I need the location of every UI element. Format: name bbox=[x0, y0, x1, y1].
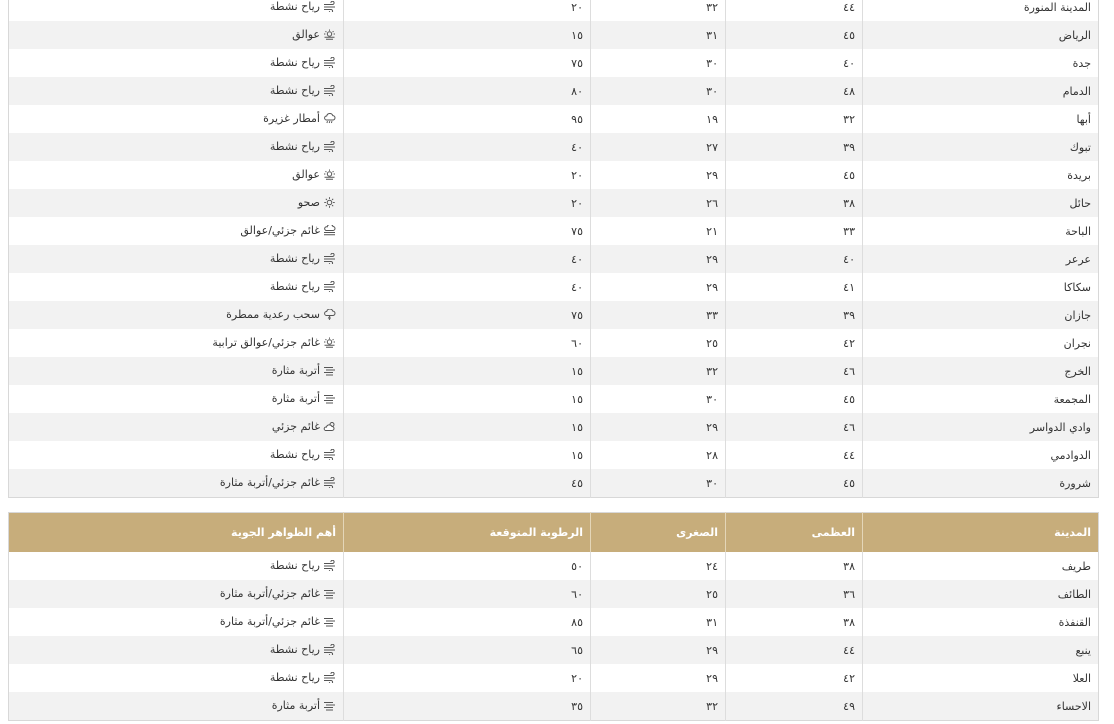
table-row bbox=[9, 413, 1099, 441]
rain-icon bbox=[323, 113, 336, 124]
phenomenon-label: رياح نشطة bbox=[269, 447, 320, 461]
phenomenon-label: غائم جزئي/أتربة مثارة bbox=[219, 475, 320, 489]
min-temp-cell: ٣٠ bbox=[591, 77, 726, 105]
weather-table-2-container bbox=[8, 512, 1098, 721]
wind-icon bbox=[323, 560, 336, 571]
column-header-phenomenon: أهم الظواهر الجوية bbox=[9, 513, 344, 553]
phenomenon-label: رياح نشطة bbox=[269, 251, 320, 265]
phenomenon bbox=[270, 84, 336, 97]
haze-icon bbox=[323, 337, 336, 348]
phenomenon-cell bbox=[9, 692, 344, 721]
phenomenon-label: غائم جزئي bbox=[271, 419, 320, 433]
phenomenon bbox=[270, 280, 336, 293]
max-temp-cell: ٤٤ bbox=[726, 636, 863, 664]
city-cell: المدينة المنورة bbox=[863, 0, 1099, 21]
city-cell: الدوادمي bbox=[863, 441, 1099, 469]
city-cell: عرعر bbox=[863, 245, 1099, 273]
phenomenon-cell bbox=[9, 580, 344, 608]
max-temp-cell: ٤٩ bbox=[726, 692, 863, 721]
min-temp-cell: ٣١ bbox=[591, 608, 726, 636]
phenomenon bbox=[270, 643, 336, 656]
city-cell: شرورة bbox=[863, 469, 1099, 498]
humidity-cell: ٨٠ bbox=[344, 77, 591, 105]
min-temp-cell: ٢٥ bbox=[591, 329, 726, 357]
humidity-cell: ٦٥ bbox=[344, 636, 591, 664]
table-row bbox=[9, 21, 1099, 49]
partly-cloudy-icon bbox=[323, 421, 336, 432]
phenomenon-cell bbox=[9, 133, 344, 161]
phenomenon bbox=[270, 0, 336, 13]
phenomenon-cell bbox=[9, 301, 344, 329]
column-header-min: الصغرى bbox=[591, 513, 726, 553]
humidity-cell: ٩٥ bbox=[344, 105, 591, 133]
min-temp-cell: ٣٠ bbox=[591, 49, 726, 77]
phenomenon-cell bbox=[9, 189, 344, 217]
city-cell: الخرج bbox=[863, 357, 1099, 385]
phenomenon-label: رياح نشطة bbox=[269, 83, 320, 97]
phenomenon-label: غائم جزئي/أتربة مثارة bbox=[219, 614, 320, 628]
max-temp-cell: ٣٩ bbox=[726, 301, 863, 329]
wind-icon bbox=[323, 449, 336, 460]
phenomenon bbox=[240, 224, 336, 237]
phenomenon-cell bbox=[9, 217, 344, 245]
city-cell: ينبع bbox=[863, 636, 1099, 664]
wind-icon bbox=[323, 477, 336, 488]
phenomenon-label: أتربة مثارة bbox=[271, 698, 320, 712]
humidity-cell: ١٥ bbox=[344, 441, 591, 469]
phenomenon-cell bbox=[9, 664, 344, 692]
phenomenon-label: رياح نشطة bbox=[269, 670, 320, 684]
min-temp-cell: ٣٢ bbox=[591, 0, 726, 21]
min-temp-cell: ٢٩ bbox=[591, 273, 726, 301]
phenomenon bbox=[220, 615, 336, 628]
table-row bbox=[9, 189, 1099, 217]
table-row bbox=[9, 385, 1099, 413]
phenomenon-cell bbox=[9, 357, 344, 385]
dust-icon bbox=[323, 588, 336, 599]
city-cell: الرياض bbox=[863, 21, 1099, 49]
phenomenon bbox=[272, 392, 336, 405]
phenomenon bbox=[220, 587, 336, 600]
weather-table-2-header bbox=[9, 513, 1099, 553]
min-temp-cell: ٢٩ bbox=[591, 413, 726, 441]
phenomenon-label: رياح نشطة bbox=[269, 139, 320, 153]
phenomenon-label: سحب رعدية ممطرة bbox=[226, 307, 320, 321]
table-row bbox=[9, 245, 1099, 273]
phenomenon-cell bbox=[9, 469, 344, 498]
city-cell: جدة bbox=[863, 49, 1099, 77]
humidity-cell: ١٥ bbox=[344, 413, 591, 441]
max-temp-cell: ٣٨ bbox=[726, 608, 863, 636]
min-temp-cell: ٢٩ bbox=[591, 245, 726, 273]
phenomenon-label: رياح نشطة bbox=[269, 642, 320, 656]
humidity-cell: ٧٥ bbox=[344, 217, 591, 245]
max-temp-cell: ٤٥ bbox=[726, 469, 863, 498]
humidity-cell: ٤٥ bbox=[344, 469, 591, 498]
humidity-cell: ١٥ bbox=[344, 385, 591, 413]
phenomenon-cell bbox=[9, 329, 344, 357]
phenomenon bbox=[272, 699, 336, 712]
max-temp-cell: ٤٤ bbox=[726, 441, 863, 469]
max-temp-cell: ٣٦ bbox=[726, 580, 863, 608]
humidity-cell: ٨٥ bbox=[344, 608, 591, 636]
phenomenon-cell bbox=[9, 77, 344, 105]
max-temp-cell: ٤٥ bbox=[726, 385, 863, 413]
min-temp-cell: ٢٩ bbox=[591, 161, 726, 189]
phenomenon bbox=[220, 476, 336, 489]
wind-icon bbox=[323, 253, 336, 264]
max-temp-cell: ٣٢ bbox=[726, 105, 863, 133]
weather-table-1 bbox=[8, 0, 1099, 498]
phenomenon-cell bbox=[9, 385, 344, 413]
thunderstorm-icon bbox=[323, 309, 336, 320]
max-temp-cell: ٤٤ bbox=[726, 0, 863, 21]
haze-icon bbox=[323, 29, 336, 40]
city-cell: القنفذة bbox=[863, 608, 1099, 636]
phenomenon bbox=[270, 671, 336, 684]
min-temp-cell: ٣٢ bbox=[591, 692, 726, 721]
city-cell: وادي الدواسر bbox=[863, 413, 1099, 441]
phenomenon bbox=[270, 140, 336, 153]
phenomenon bbox=[292, 28, 336, 41]
wind-icon bbox=[323, 57, 336, 68]
wind-icon bbox=[323, 672, 336, 683]
table-row bbox=[9, 469, 1099, 498]
min-temp-cell: ٣٠ bbox=[591, 385, 726, 413]
phenomenon-label: عوالق bbox=[292, 27, 320, 41]
cloud-haze-icon bbox=[323, 225, 336, 236]
phenomenon-label: صحو bbox=[297, 195, 320, 209]
city-cell: نجران bbox=[863, 329, 1099, 357]
min-temp-cell: ٢٧ bbox=[591, 133, 726, 161]
max-temp-cell: ٤٥ bbox=[726, 161, 863, 189]
phenomenon-label: أمطار غزيرة bbox=[263, 111, 320, 125]
table-row bbox=[9, 301, 1099, 329]
min-temp-cell: ٣٠ bbox=[591, 469, 726, 498]
phenomenon bbox=[298, 196, 336, 209]
table-row bbox=[9, 49, 1099, 77]
city-cell: العلا bbox=[863, 664, 1099, 692]
max-temp-cell: ٤٢ bbox=[726, 329, 863, 357]
column-header-max: العظمى bbox=[726, 513, 863, 553]
table-row bbox=[9, 217, 1099, 245]
city-cell: أبها bbox=[863, 105, 1099, 133]
city-cell: الاحساء bbox=[863, 692, 1099, 721]
max-temp-cell: ٤٨ bbox=[726, 77, 863, 105]
humidity-cell: ٧٥ bbox=[344, 49, 591, 77]
phenomenon-cell bbox=[9, 636, 344, 664]
min-temp-cell: ٢١ bbox=[591, 217, 726, 245]
table-row bbox=[9, 0, 1099, 21]
phenomenon-cell bbox=[9, 413, 344, 441]
city-cell: تبوك bbox=[863, 133, 1099, 161]
weather-table-1-container bbox=[8, 0, 1098, 498]
phenomenon-cell bbox=[9, 49, 344, 77]
phenomenon-label: أتربة مثارة bbox=[271, 391, 320, 405]
table-row bbox=[9, 608, 1099, 636]
sun-icon bbox=[323, 197, 336, 208]
table-row bbox=[9, 664, 1099, 692]
max-temp-cell: ٤٠ bbox=[726, 245, 863, 273]
max-temp-cell: ٤٦ bbox=[726, 357, 863, 385]
wind-icon bbox=[323, 141, 336, 152]
humidity-cell: ٢٠ bbox=[344, 189, 591, 217]
table-row bbox=[9, 636, 1099, 664]
humidity-cell: ٤٠ bbox=[344, 133, 591, 161]
humidity-cell: ٢٠ bbox=[344, 0, 591, 21]
wind-icon bbox=[323, 1, 336, 12]
phenomenon bbox=[272, 364, 336, 377]
humidity-cell: ٤٠ bbox=[344, 273, 591, 301]
humidity-cell: ١٥ bbox=[344, 357, 591, 385]
dust-icon bbox=[323, 393, 336, 404]
humidity-cell: ٤٠ bbox=[344, 245, 591, 273]
max-temp-cell: ٤٥ bbox=[726, 21, 863, 49]
haze-icon bbox=[323, 169, 336, 180]
city-cell: الطائف bbox=[863, 580, 1099, 608]
phenomenon bbox=[270, 559, 336, 572]
phenomenon-cell bbox=[9, 552, 344, 580]
humidity-cell: ٦٠ bbox=[344, 329, 591, 357]
humidity-cell: ٦٠ bbox=[344, 580, 591, 608]
min-temp-cell: ٢٤ bbox=[591, 552, 726, 580]
humidity-cell: ١٥ bbox=[344, 21, 591, 49]
max-temp-cell: ٤٦ bbox=[726, 413, 863, 441]
phenomenon bbox=[226, 308, 336, 321]
min-temp-cell: ٢٩ bbox=[591, 636, 726, 664]
phenomenon-label: غائم جزئي/عوالق bbox=[240, 223, 320, 237]
min-temp-cell: ٢٦ bbox=[591, 189, 726, 217]
phenomenon bbox=[270, 448, 336, 461]
humidity-cell: ٧٥ bbox=[344, 301, 591, 329]
phenomenon-cell bbox=[9, 0, 344, 21]
phenomenon bbox=[270, 252, 336, 265]
phenomenon-label: أتربة مثارة bbox=[271, 363, 320, 377]
phenomenon-cell bbox=[9, 273, 344, 301]
phenomenon bbox=[212, 336, 336, 349]
phenomenon-cell bbox=[9, 21, 344, 49]
phenomenon bbox=[270, 56, 336, 69]
min-temp-cell: ٣٣ bbox=[591, 301, 726, 329]
dust-icon bbox=[323, 700, 336, 711]
weather-table-2 bbox=[8, 512, 1099, 721]
phenomenon-label: رياح نشطة bbox=[269, 0, 320, 13]
humidity-cell: ٥٠ bbox=[344, 552, 591, 580]
table-row bbox=[9, 161, 1099, 189]
dust-icon bbox=[323, 616, 336, 627]
table-row bbox=[9, 580, 1099, 608]
phenomenon-label: رياح نشطة bbox=[269, 558, 320, 572]
city-cell: سكاكا bbox=[863, 273, 1099, 301]
dust-icon bbox=[323, 365, 336, 376]
city-cell: الباحة bbox=[863, 217, 1099, 245]
max-temp-cell: ٤٢ bbox=[726, 664, 863, 692]
phenomenon-cell bbox=[9, 105, 344, 133]
humidity-cell: ٢٠ bbox=[344, 161, 591, 189]
max-temp-cell: ٣٨ bbox=[726, 552, 863, 580]
wind-icon bbox=[323, 644, 336, 655]
phenomenon-cell bbox=[9, 245, 344, 273]
city-cell: بريدة bbox=[863, 161, 1099, 189]
table-row bbox=[9, 441, 1099, 469]
table-row bbox=[9, 133, 1099, 161]
column-header-humidity: الرطوبة المتوقعة bbox=[344, 513, 591, 553]
wind-icon bbox=[323, 85, 336, 96]
city-cell: حائل bbox=[863, 189, 1099, 217]
min-temp-cell: ٣١ bbox=[591, 21, 726, 49]
header-row bbox=[9, 513, 1099, 553]
table-row bbox=[9, 329, 1099, 357]
humidity-cell: ٣٥ bbox=[344, 692, 591, 721]
min-temp-cell: ٢٥ bbox=[591, 580, 726, 608]
phenomenon-cell bbox=[9, 161, 344, 189]
table-row bbox=[9, 357, 1099, 385]
weather-table-1-body bbox=[9, 0, 1099, 498]
phenomenon-label: رياح نشطة bbox=[269, 55, 320, 69]
max-temp-cell: ٣٩ bbox=[726, 133, 863, 161]
wind-icon bbox=[323, 281, 336, 292]
column-header-city: المدينة bbox=[863, 513, 1099, 553]
min-temp-cell: ١٩ bbox=[591, 105, 726, 133]
weather-table-2-body bbox=[9, 552, 1099, 721]
phenomenon bbox=[292, 168, 336, 181]
phenomenon-cell bbox=[9, 608, 344, 636]
table-row bbox=[9, 692, 1099, 721]
humidity-cell: ٢٠ bbox=[344, 664, 591, 692]
phenomenon-cell bbox=[9, 441, 344, 469]
min-temp-cell: ٢٨ bbox=[591, 441, 726, 469]
table-row bbox=[9, 105, 1099, 133]
max-temp-cell: ٣٨ bbox=[726, 189, 863, 217]
max-temp-cell: ٤١ bbox=[726, 273, 863, 301]
min-temp-cell: ٣٢ bbox=[591, 357, 726, 385]
phenomenon-label: عوالق bbox=[292, 167, 320, 181]
phenomenon bbox=[263, 112, 336, 125]
city-cell: المجمعة bbox=[863, 385, 1099, 413]
max-temp-cell: ٣٣ bbox=[726, 217, 863, 245]
phenomenon-label: غائم جزئي/أتربة مثارة bbox=[219, 586, 320, 600]
max-temp-cell: ٤٠ bbox=[726, 49, 863, 77]
city-cell: طريف bbox=[863, 552, 1099, 580]
table-row bbox=[9, 552, 1099, 580]
phenomenon-label: رياح نشطة bbox=[269, 279, 320, 293]
phenomenon-label: غائم جزئي/عوالق ترابية bbox=[212, 335, 320, 349]
table-row bbox=[9, 77, 1099, 105]
city-cell: جازان bbox=[863, 301, 1099, 329]
phenomenon bbox=[272, 420, 336, 433]
table-row bbox=[9, 273, 1099, 301]
min-temp-cell: ٢٩ bbox=[591, 664, 726, 692]
city-cell: الدمام bbox=[863, 77, 1099, 105]
